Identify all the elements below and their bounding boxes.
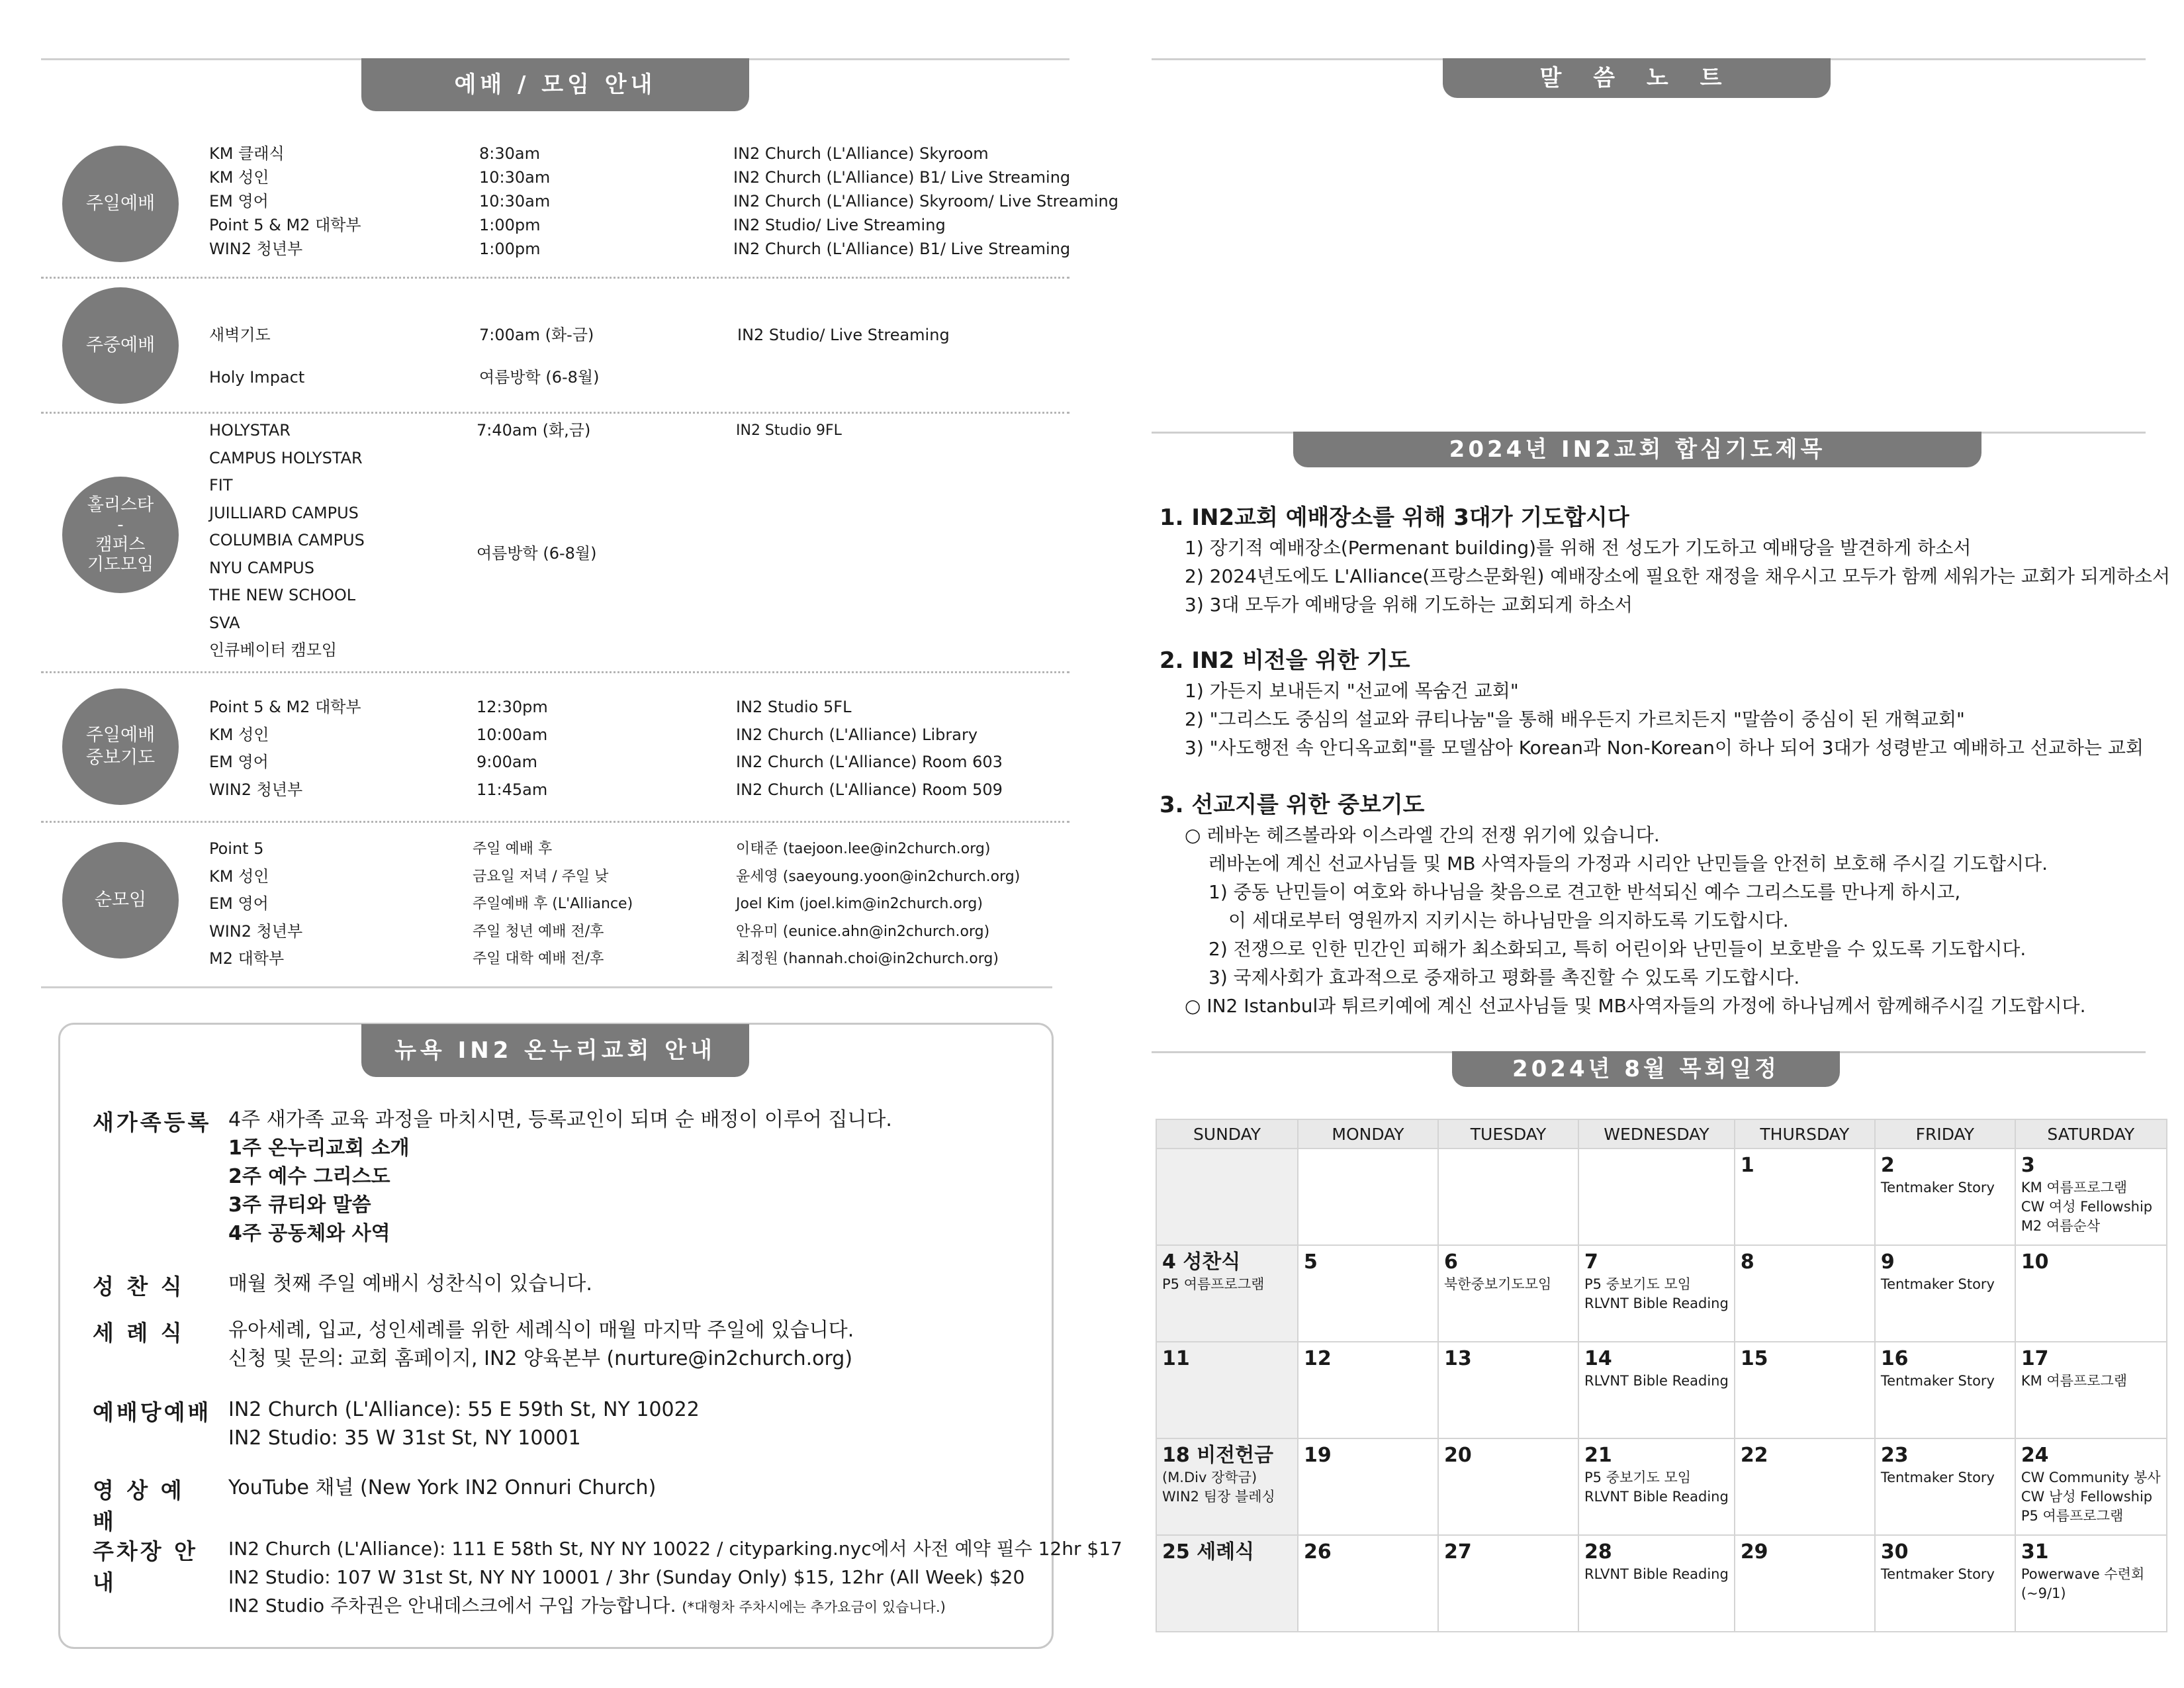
calendar-day-cell xyxy=(1735,1342,1875,1438)
calendar-event: RLVNT Bible Reading xyxy=(1584,1373,1729,1389)
day-number: 22 xyxy=(1740,1444,1768,1467)
info-body: YouTube 채널 (New York IN2 Onnuri Church) xyxy=(228,1476,657,1499)
day-number: 24 xyxy=(2021,1444,2049,1467)
calendar-day-cell xyxy=(1578,1535,1735,1632)
day-number: 2 xyxy=(1880,1154,1895,1177)
calendar-day-cell xyxy=(1735,1438,1875,1535)
day-number: 3 xyxy=(2021,1154,2035,1177)
place-column: IN2 Church (L'Alliance) Skyroom IN2 Church (L'Alliance) B1/ Live Streaming IN2 Church (L'Alliance) Skyroom/ Live Streaming IN2 Studio/ Live Streaming IN2 Church (L'Alliance) B1/ Live Streaming xyxy=(733,144,1118,258)
day-header: THURSDAY xyxy=(1735,1119,1875,1149)
day-number: 11 xyxy=(1162,1347,1190,1370)
name-column: Point 5 & M2 대학부 KM 성인 EM 영어 WIN2 청년부 xyxy=(209,698,361,799)
time-column-2: 여름방학 (6-8월) xyxy=(477,544,597,563)
calendar-event: CW 여성 Fellowship xyxy=(2021,1199,2153,1215)
calendar-day-cell xyxy=(1735,1535,1875,1632)
calendar-day-cell xyxy=(1438,1535,1578,1632)
day-header: MONDAY xyxy=(1298,1119,1438,1149)
day-number: 16 xyxy=(1880,1347,1909,1370)
time-column: 7:00am (화-금) 여름방학 (6-8월) xyxy=(479,326,600,387)
calendar-week-row xyxy=(1156,1149,2167,1245)
calendar-event: (M.Div 장학금) xyxy=(1162,1470,1257,1485)
divider xyxy=(41,277,1069,279)
calendar-event: P5 중보기도 모임 xyxy=(1584,1470,1692,1485)
calendar-event: KM 여름프로그램 xyxy=(2021,1373,2128,1389)
calendar-day-cell xyxy=(1156,1438,1298,1535)
day-header: TUESDAY xyxy=(1438,1119,1578,1149)
day-number: 29 xyxy=(1740,1540,1768,1564)
calendar-day-cell xyxy=(2015,1535,2167,1632)
day-number: 14 xyxy=(1584,1347,1612,1370)
calendar-week-row xyxy=(1156,1535,2167,1632)
day-number: 30 xyxy=(1880,1540,1909,1564)
calendar-week-row xyxy=(1156,1438,2167,1535)
calendar-day-cell xyxy=(1735,1245,1875,1342)
info-label: 예배당예배 xyxy=(93,1399,212,1425)
calendar-week-row xyxy=(1156,1245,2167,1342)
info-label: 성 찬 식 xyxy=(93,1274,185,1299)
calendar-event: CW 남성 Fellowship xyxy=(2021,1489,2153,1505)
day-number: 5 xyxy=(1304,1250,1318,1274)
info-title: 뉴욕 IN2 온누리교회 안내 xyxy=(361,1024,749,1077)
parking-note: (*대형차 주차시에는 추가요금이 있습니다.) xyxy=(682,1599,946,1615)
place-column: IN2 Studio 9FL xyxy=(736,422,842,439)
calendar-grid xyxy=(1156,1119,2167,1632)
calendar-day-cell xyxy=(2015,1342,2167,1438)
day-header: FRIDAY xyxy=(1875,1119,2015,1149)
divider xyxy=(41,671,1069,673)
sermon-note-title: 말 씀 노 트 xyxy=(1443,58,1831,98)
calendar-event: RLVNT Bible Reading xyxy=(1584,1295,1729,1311)
day-number: 19 xyxy=(1304,1444,1332,1467)
info-body: IN2 Church (L'Alliance): 55 E 59th St, NY 10022 IN2 Studio: 35 W 31st St, NY 10001 xyxy=(228,1398,700,1450)
calendar-day-cell xyxy=(1298,1438,1438,1535)
calendar-event: CW Community 봉사 xyxy=(2021,1470,2161,1485)
section-badge-sunday-intercession: 주일예배 중보기도 xyxy=(62,688,179,805)
calendar-event: P5 여름프로그램 xyxy=(1162,1276,1265,1292)
info-body: 유아세례, 입교, 성인세례를 위한 세례식이 매월 마지막 주일에 있습니다. 신청 및 문의: 교회 홈페이지, IN2 양육본부 (nurture@in2church.org) xyxy=(228,1319,854,1370)
day-number: 23 xyxy=(1880,1444,1909,1467)
day-number: 10 xyxy=(2021,1250,2049,1274)
contact-column: 이태준 (taejoon.lee@in2church.org) 윤세영 (saeyoung.yoon@in2church.org) Joel Kim (joel.kim@in2church.org) 안유미 (eunice.ahn@in2church.org) 최정원 (hannah.choi@in2church.org) xyxy=(736,841,1021,967)
time-column: 7:40am (화,금) xyxy=(477,421,591,440)
day-number: 7 xyxy=(1584,1250,1598,1274)
day-number: 27 xyxy=(1444,1540,1472,1564)
calendar-event: WIN2 팀장 블레싱 xyxy=(1162,1489,1275,1505)
calendar-day-cell xyxy=(1156,1342,1298,1438)
calendar-day-cell xyxy=(1298,1245,1438,1342)
day-number: 21 xyxy=(1584,1444,1612,1467)
section-badge-small-group: 순모임 xyxy=(62,842,179,959)
day-number: 6 xyxy=(1444,1250,1458,1274)
day-number: 15 xyxy=(1740,1347,1768,1370)
calendar-day-cell xyxy=(1875,1438,2015,1535)
calendar-event: Tentmaker Story xyxy=(1880,1566,1995,1582)
calendar-day-cell xyxy=(1875,1535,2015,1632)
section-badge-sunday-worship: 주일예배 xyxy=(62,146,179,262)
calendar-event: Tentmaker Story xyxy=(1880,1276,1995,1292)
time-column: 주일 예배 후 금요일 저녁 / 주일 낮 주일예배 후 (L'Alliance) 주일 청년 예배 전/후 주일 대학 예배 전/후 xyxy=(473,841,633,967)
prayer-topic-1: 1. IN2교회 예배장소를 위해 3대가 기도합시다 1) 장기적 예배장소(Permenant building)를 위해 전 성도가 기도하고 예배당을 발견하게 하소서 2) 2024년도에도 L'Alliance(프랑스문화원) 예배장소에 필요한 재정을 채우시고 모두가 함께 세워가는 교회가 되게하소서 3) 3대 모두가 예배당을 위해 기도하는 교회되게 하소서 xyxy=(1160,504,2171,616)
day-header: SATURDAY xyxy=(2015,1119,2167,1149)
day-number: 25 세례식 xyxy=(1162,1540,1255,1564)
section-badge-weekday-worship: 주중예배 xyxy=(62,287,179,404)
calendar-event: M2 여름순삭 xyxy=(2021,1218,2101,1234)
place-column: IN2 Studio/ Live Streaming xyxy=(737,326,950,344)
calendar-title: 2024년 8월 목회일정 xyxy=(1452,1051,1840,1087)
day-header: SUNDAY xyxy=(1156,1119,1298,1149)
calendar-day-cell xyxy=(1735,1149,1875,1245)
day-number: 1 xyxy=(1740,1154,1754,1177)
info-label: 세 례 식 xyxy=(93,1320,185,1346)
calendar-day-cell xyxy=(1156,1149,1298,1245)
day-number: 28 xyxy=(1584,1540,1612,1564)
calendar-event: KM 여름프로그램 xyxy=(2021,1180,2128,1196)
calendar-day-cell xyxy=(2015,1149,2167,1245)
divider xyxy=(41,821,1069,823)
calendar-day-cell xyxy=(1875,1342,2015,1438)
day-number: 20 xyxy=(1444,1444,1472,1467)
time-column: 8:30am 10:30am 10:30am 1:00pm 1:00pm xyxy=(479,144,551,258)
calendar-event: 북한중보기도모임 xyxy=(1444,1276,1552,1292)
calendar-day-cell xyxy=(1578,1342,1735,1438)
name-column: 새벽기도 Holy Impact xyxy=(209,326,305,387)
info-body: 4주 새가족 교육 과정을 마치시면, 등록교인이 되며 순 배정이 이루어 집니다. 1주 온누리교회 소개 2주 예수 그리스도 3주 큐티와 말씀 4주 공동체와 사역 xyxy=(228,1108,892,1245)
calendar-header-row xyxy=(1156,1119,2167,1149)
day-number: 12 xyxy=(1304,1347,1332,1370)
info-label: 새가족등록 xyxy=(93,1109,212,1135)
day-number: 4 성찬식 xyxy=(1162,1250,1241,1274)
calendar-day-cell xyxy=(1438,1342,1578,1438)
calendar-event: Tentmaker Story xyxy=(1880,1180,1995,1196)
calendar-day-cell xyxy=(1298,1149,1438,1245)
section-badge-holystar-campus: 홀리스타 - 캠퍼스 기도모임 xyxy=(62,477,179,593)
prayer-topic-2: 2. IN2 비전을 위한 기도 1) 가든지 보내든지 "선교에 목숨건 교회" 2) "그리스도 중심의 설교와 큐티나눔"을 통해 배우든지 가르치든지 "말씀이 중심이 된 개혁교회" 3) "사도행전 속 안디옥교회"를 모델삼아 Korean과 Non-Korean이 하나 되어 3대가 성령받고 예배하고 선교하는 교회 xyxy=(1160,647,2144,759)
name-column: KM 클래식 KM 성인 EM 영어 Point 5 & M2 대학부 WIN2 청년부 xyxy=(209,144,361,258)
day-number: 8 xyxy=(1740,1250,1754,1274)
calendar-event: Tentmaker Story xyxy=(1880,1470,1995,1485)
calendar-event: P5 여름프로그램 xyxy=(2021,1508,2124,1524)
calendar-event: RLVNT Bible Reading xyxy=(1584,1566,1729,1582)
prayer-topic-3: 3. 선교지를 위한 중보기도 ○ 레바논 헤즈볼라와 이스라엘 간의 전쟁 위기에 있습니다. 레바논에 계신 선교사님들 및 MB 사역자들의 가정과 시리안 난민들을 안전히 보호해 주시길 기도합시다. 1) 중동 난민들이 여호와 하나님을 찾음으로 견고한 반석되신 예수 그리스도를 만나게 하시고, 이 세대로부터 영원까지 지키시는 하나님만을 의지하도록 기도합시다. 2) 전쟁으로 인한 민간인 피해가 최소화되고, 특히 어린이와 난민들이 보호받을 수 있도록 기도합시다. 3) 국제사회가 효과적으로 중재하고 평화를 촉진할 수 있도록 기도합시다. ○ IN2 Istanbul과 튀르키예에 계신 선교사님들 및 MB사역자들의 가정에 하나님께서 함께해주시길 기도합시다. xyxy=(1160,792,2086,1017)
calendar-day-cell xyxy=(1156,1245,1298,1342)
day-number: 17 xyxy=(2021,1347,2049,1370)
day-number: 9 xyxy=(1880,1250,1895,1274)
calendar-day-cell xyxy=(1438,1245,1578,1342)
day-number: 18 비전헌금 xyxy=(1162,1444,1274,1467)
calendar-day-cell xyxy=(2015,1245,2167,1342)
calendar-day-cell xyxy=(1438,1438,1578,1535)
calendar-event: (~9/1) xyxy=(2021,1585,2066,1601)
calendar-event: Powerwave 수련회 xyxy=(2021,1566,2145,1582)
calendar-day-cell xyxy=(1156,1535,1298,1632)
left-bottom-rule xyxy=(41,986,1052,988)
calendar-event: RLVNT Bible Reading xyxy=(1584,1489,1729,1505)
day-header: WEDNESDAY xyxy=(1578,1119,1735,1149)
place-column: IN2 Studio 5FL IN2 Church (L'Alliance) Library IN2 Church (L'Alliance) Room 603 IN2 Church (L'Alliance) Room 509 xyxy=(736,698,1003,799)
time-column: 12:30pm 10:00am 9:00am 11:45am xyxy=(477,698,548,799)
day-number: 31 xyxy=(2021,1540,2049,1564)
calendar-day-cell xyxy=(1578,1149,1735,1245)
info-body: IN2 Church (L'Alliance): 111 E 58th St, NY NY 10022 / cityparking.nyc에서 사전 예약 필수 12hr $17 IN2 Studio: 107 W 31st St, NY NY 10001 / 3hr (Sunday Only) $15, 12hr (All Week) $20 IN2 Studio 주차권은 안내데스크에서 구입 가능합니다. (*대형차 주차시에는 추가요금이 있습니다.) xyxy=(228,1538,1122,1617)
name-column: HOLYSTAR CAMPUS HOLYSTAR FIT JUILLIARD CAMPUS COLUMBIA CAMPUS NYU CAMPUS THE NEW SCHOOL SVA 인큐베이터 캠모임 xyxy=(209,421,365,659)
calendar-day-cell xyxy=(1578,1245,1735,1342)
info-label: 주차장 안내 xyxy=(93,1538,199,1595)
day-number: 26 xyxy=(1304,1540,1332,1564)
info-body: 매월 첫째 주일 예배시 성찬식이 있습니다. xyxy=(228,1272,592,1295)
day-number: 13 xyxy=(1444,1347,1472,1370)
calendar-day-cell xyxy=(1298,1535,1438,1632)
prayer-title: 2024년 IN2교회 합심기도제목 xyxy=(1293,432,1981,467)
calendar-day-cell xyxy=(1578,1438,1735,1535)
calendar-day-cell xyxy=(1438,1149,1578,1245)
calendar-event: P5 중보기도 모임 xyxy=(1584,1276,1692,1292)
divider xyxy=(41,412,1069,414)
calendar-day-cell xyxy=(2015,1438,2167,1535)
name-column: Point 5 KM 성인 EM 영어 WIN2 청년부 M2 대학부 xyxy=(209,839,303,968)
calendar-day-cell xyxy=(1875,1149,2015,1245)
calendar-event: Tentmaker Story xyxy=(1880,1373,1995,1389)
info-label: 영 상 예 배 xyxy=(93,1477,185,1534)
calendar-week-row xyxy=(1156,1342,2167,1438)
calendar-day-cell xyxy=(1875,1245,2015,1342)
worship-title: 예배 / 모임 안내 xyxy=(361,58,749,111)
calendar-day-cell xyxy=(1298,1342,1438,1438)
